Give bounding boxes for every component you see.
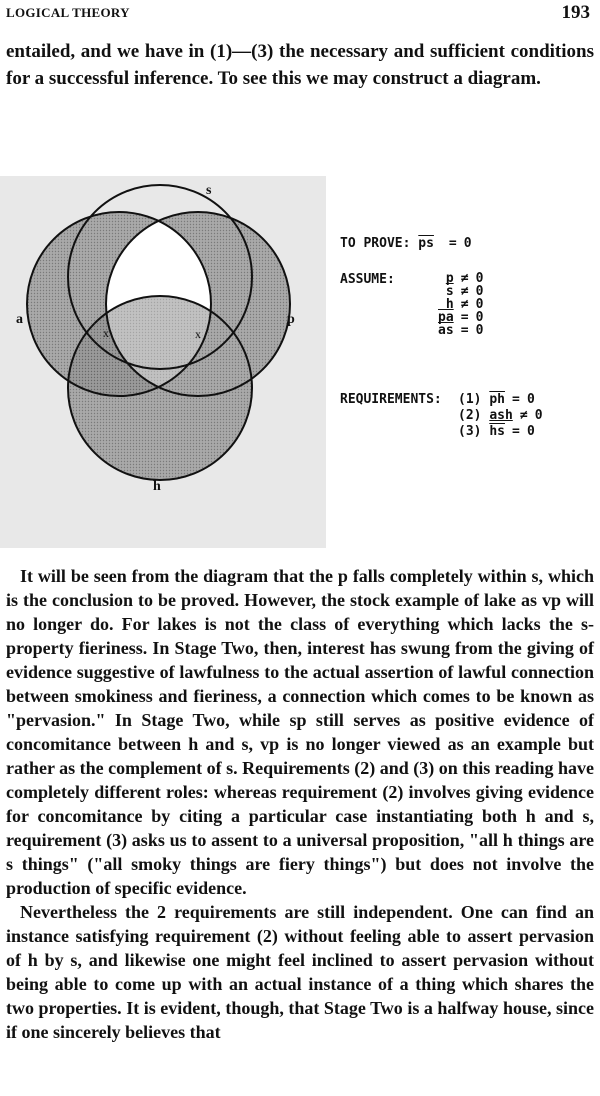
to-prove-val: 0 — [463, 236, 472, 251]
mark-x-left: x — [103, 326, 109, 340]
assume-row: $\overline{s} \ne 0$ — [445, 284, 484, 299]
assume-row: p ≠ 0 — [445, 271, 484, 286]
page-number: 193 — [561, 2, 590, 23]
assume-label: ASSUME: — [340, 272, 395, 287]
requirements-label: REQUIREMENTS: — [340, 392, 442, 407]
requirement-row: (1) $\overline{ph} = 0$ — [458, 392, 535, 407]
label-a: a — [16, 312, 23, 327]
assume-row: h ≠ 0 — [445, 297, 484, 312]
running-head — [6, 2, 594, 24]
body-paragraph: Nevertheless the 2 requirements are still independent. One can find an instance satisfying requirement (2) without feeling able to assert pervasion of h by s, and likewise one might feel inclined to assert pervasion without being able to come up with an actual instance of a thing which shares the two properties. It is evident, though, that Stage Two is a halfway house, since if one sincerely believes that — [6, 902, 594, 1042]
assume-row: $\overline{pa} = 0$ — [438, 310, 484, 325]
intro-text: entailed, and we have in (1)—(3) the necessary and sufficient conditions for a successful inference. To see this we may construct a diagram. — [6, 41, 594, 89]
running-head-title: LOGICAL THEORY — [6, 5, 130, 20]
body-paragraph: It will be seen from the diagram that the p falls completely within s, which is the conclusion to be proved. However, the stock example of lake as vp will no longer do. For lakes is not the class of everything which lacks the s-property fieriness. In Stage Two, then, interest has swung from the giving of evidence suggestive of lawfulness to the actual assertion of lawful connection between smokiness and fieriness, a connection which comes to be known as "pervasion." In Stage Two, while sp still serves as positive evidence of concomitance between h and s, vp is no longer viewed as an example but rather as the complement of s. Requirements (2) and (3) on this reading have completely different roles: whereas requirement (2) involves giving evidence for concomitance by citing a particular case instantiating both h and s, requirement (3) asks us to assent to a universal proposition, "all h things are s things" ("all smoky things are fiery things") but does not involve the production of specific evidence. — [6, 566, 594, 898]
intro-paragraph — [6, 38, 594, 92]
assume-list — [438, 272, 483, 337]
label-p: p — [287, 312, 295, 327]
mark-x-right: x — [195, 327, 201, 341]
to-prove-term: $\overline{ps}$ — [418, 236, 434, 251]
requirement-row: (3) $\overline{hs} = 0$ — [458, 424, 535, 439]
requirement-row: (2) ash ≠ 0 — [458, 408, 543, 423]
label-s: s — [206, 183, 212, 198]
requirements-list — [458, 392, 543, 440]
to-prove-block — [340, 236, 472, 251]
to-prove-label: TO PROVE: — [340, 236, 411, 251]
assume-row: $\overline{as} = 0$ — [438, 323, 484, 338]
body-text — [6, 564, 594, 1044]
venn-figure — [0, 172, 600, 556]
to-prove-rel: = — [448, 236, 457, 251]
label-h: h — [153, 479, 161, 494]
venn-diagram — [0, 172, 600, 556]
